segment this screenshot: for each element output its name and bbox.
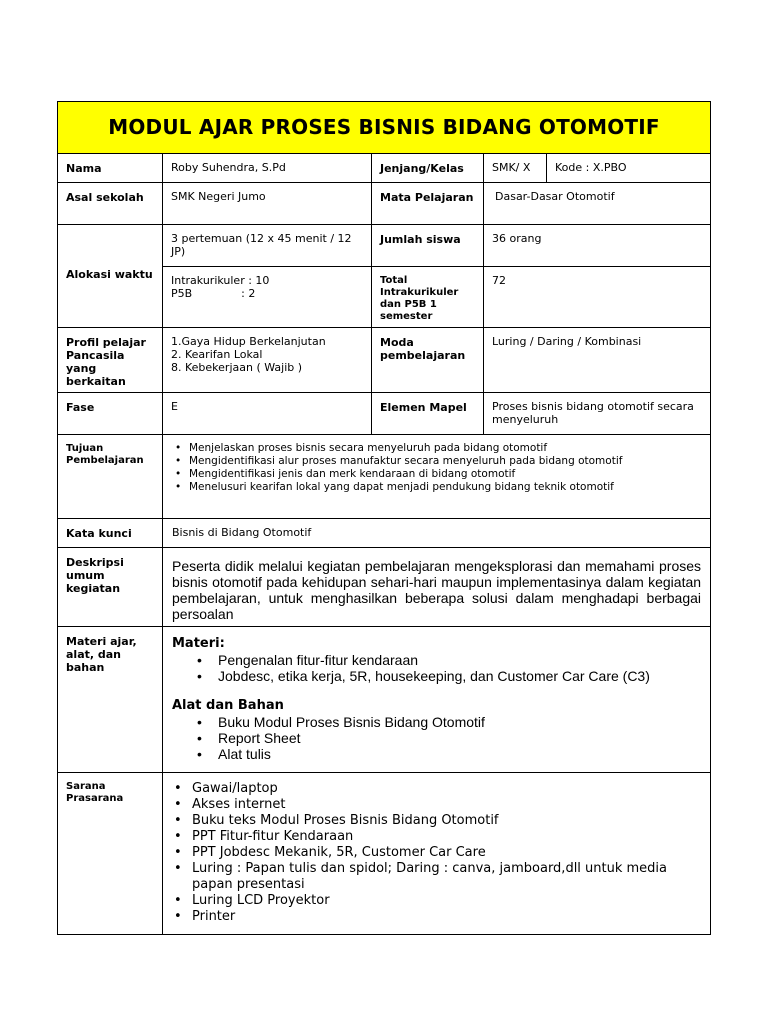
jenjang-label: Jenjang/Kelas	[372, 154, 484, 183]
alokasi-breakdown	[163, 267, 372, 328]
alokasi-value: 3 pertemuan (12 x 45 menit / 12 JP)	[163, 225, 372, 267]
asal-value: SMK Negeri Jumo	[163, 183, 372, 225]
materi-heading: Materi:	[172, 636, 225, 651]
list-item: • Alat tulis	[172, 746, 704, 762]
moda-value: Luring / Daring / Kombinasi	[484, 328, 711, 393]
deskripsi-value: Peserta didik melalui kegiatan pembelajaran mengeksplorasi dan memahami proses bisnis otomotif pada kehidupan sehari-hari maupun implementasinya dalam kegiatan pembelajaran, untuk menghasilkan beberapa solusi dalam menghadapi berbagai persoalan	[163, 548, 711, 627]
kata-kunci-label: Kata kunci	[58, 519, 163, 548]
jumlah-value: 36 orang	[484, 225, 711, 267]
tujuan-label: Tujuan Pembelajaran	[58, 435, 163, 519]
profil-list	[163, 328, 372, 393]
alokasi-label: Alokasi waktu	[58, 225, 163, 328]
fase-value: E	[163, 393, 372, 435]
profil-item: 2. Kearifan Lokal	[171, 348, 263, 361]
materi-cell	[163, 627, 711, 773]
list-item: • Luring : Papan tulis dan spidol; Daring : canva, jamboard,dll untuk media papan presentasi	[172, 861, 690, 893]
list-item: • Menelusuri kearifan lokal yang dapat menjadi pendukung bidang teknik otomotif	[173, 481, 704, 494]
elemen-label: Elemen Mapel	[372, 393, 484, 435]
modul-ajar-document	[57, 101, 710, 935]
intrakurikuler-text: Intrakurikuler : 10	[171, 274, 270, 287]
tujuan-list	[173, 442, 704, 494]
mapel-value: Dasar-Dasar Otomotif	[484, 183, 711, 225]
list-item: • PPT Fitur-fitur Kendaraan	[172, 829, 690, 845]
tujuan-cell	[163, 435, 711, 519]
materi-list	[172, 652, 704, 684]
sarana-cell	[163, 773, 711, 935]
p5b-text: P5B : 2	[171, 287, 256, 300]
elemen-value: Proses bisnis bidang otomotif secara menyeluruh	[484, 393, 711, 435]
document-title: MODUL AJAR PROSES BISNIS BIDANG OTOMOTIF	[58, 102, 711, 154]
list-item: • Menjelaskan proses bisnis secara menyeluruh pada bidang otomotif	[173, 442, 704, 455]
list-item: • Jobdesc, etika kerja, 5R, housekeeping, dan Customer Car Care (C3)	[172, 668, 704, 684]
list-item: • Luring LCD Proyektor	[172, 893, 690, 909]
materi-label: Materi ajar, alat, dan bahan	[58, 627, 163, 773]
total-value: 72	[484, 267, 711, 328]
sarana-list	[172, 781, 690, 925]
moda-label: Moda pembelajaran	[372, 328, 484, 393]
list-item: • Mengidentifikasi jenis dan merk kendaraan di bidang otomotif	[173, 468, 704, 481]
asal-label: Asal sekolah	[58, 183, 163, 225]
profil-item: 8. Kebekerjaan ( Wajib )	[171, 361, 303, 374]
profil-item: 1.Gaya Hidup Berkelanjutan	[171, 335, 326, 348]
jenjang-value: SMK/ X	[484, 154, 547, 183]
deskripsi-label: Deskripsi umum kegiatan	[58, 548, 163, 627]
profil-label: Profil pelajar Pancasila yang berkaitan	[58, 328, 163, 393]
list-item: • Buku teks Modul Proses Bisnis Bidang Otomotif	[172, 813, 690, 829]
total-label: Total Intrakurikuler dan P5B 1 semester	[372, 267, 484, 328]
list-item: • Gawai/laptop	[172, 781, 690, 797]
alat-heading: Alat dan Bahan	[172, 698, 284, 713]
mapel-label: Mata Pelajaran	[372, 183, 484, 225]
nama-label: Nama	[58, 154, 163, 183]
jumlah-label: Jumlah siswa	[372, 225, 484, 267]
list-item: • Akses internet	[172, 797, 690, 813]
list-item: • Pengenalan fitur-fitur kendaraan	[172, 652, 704, 668]
list-item: • Printer	[172, 909, 690, 925]
list-item: • Buku Modul Proses Bisnis Bidang Otomotif	[172, 714, 704, 730]
list-item: • Mengidentifikasi alur proses manufaktur secara menyeluruh pada bidang otomotif	[173, 455, 704, 468]
alat-list	[172, 714, 704, 762]
sarana-label: Sarana Prasarana	[58, 773, 163, 935]
kata-kunci-value: Bisnis di Bidang Otomotif	[163, 519, 711, 548]
nama-value: Roby Suhendra, S.Pd	[163, 154, 372, 183]
modul-table	[57, 101, 711, 935]
list-item: • Report Sheet	[172, 730, 704, 746]
list-item: • PPT Jobdesc Mekanik, 5R, Customer Car Care	[172, 845, 690, 861]
kode-value: Kode : X.PBO	[547, 154, 711, 183]
fase-label: Fase	[58, 393, 163, 435]
